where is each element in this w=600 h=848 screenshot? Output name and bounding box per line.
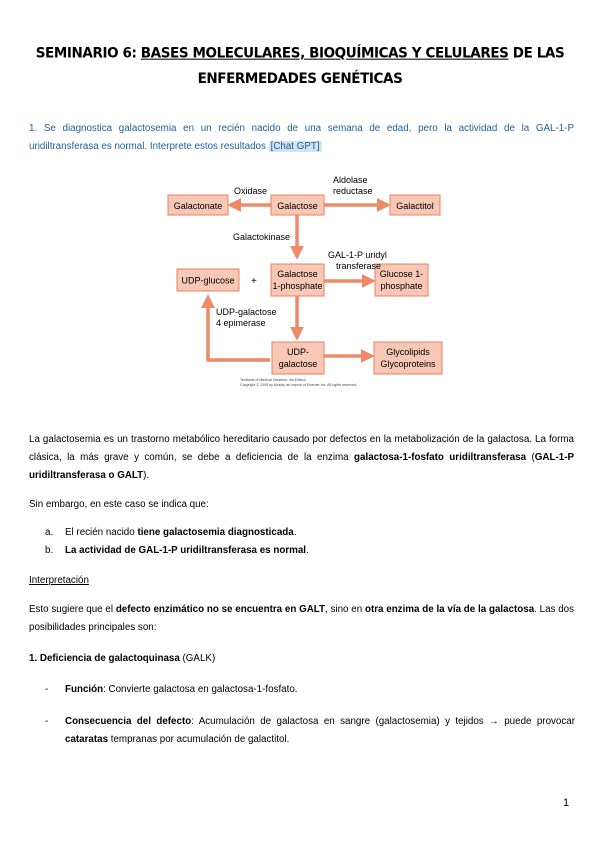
glc1p-label-2: phosphate: [380, 281, 423, 291]
credit-line-2: Copyright © 2005 by Mosby, an imprint of Elsevier Inc. All rights reserved.: [240, 383, 358, 387]
plus-sign: +: [251, 276, 257, 287]
credit-line-1: Textbook of Medical Genetics, 4th Edition: [240, 378, 306, 382]
list-item-plain: El recién nacido: [65, 527, 138, 538]
para3-bold-2: otra enzima de la vía de la galactosa: [364, 604, 535, 615]
bullet-bold: cataratas: [65, 734, 109, 745]
bullet-text: [65, 681, 298, 699]
para1-text-1: La galactosemia es un trastorno metabólico hereditario causado por defectos en la metabolización de la galactosa. La forma clásica, la más grave y común, se debe a deficiencia de la enzima: [29, 434, 574, 463]
list-item-bold: tiene galactosemia diagnosticada: [137, 527, 294, 538]
paragraph-intro: [29, 431, 574, 485]
page-title: [20, 41, 580, 91]
udp-galactose-box: [272, 342, 324, 374]
section1-text: (GALK): [179, 653, 216, 664]
galactitol-box: [390, 195, 440, 215]
galactokinase-label: Galactokinase: [233, 232, 291, 242]
section1-bold: 1. Deficiencia de galactoquinasa: [29, 653, 180, 664]
galactitol-label: Galactitol: [396, 201, 434, 211]
udpgal-label-2: galactose: [278, 359, 318, 369]
galactonate-label: Galactonate: [173, 201, 223, 211]
list-item-bold: La actividad de GAL-1-P uridiltransferasa es normal: [65, 545, 307, 556]
para1-text-2: (: [526, 452, 535, 463]
list-marker: a.: [45, 527, 54, 538]
title-suffix: DE LAS ENFERMEDADES GENÉTICAS: [197, 45, 565, 87]
galt-label-1: GAL-1-P uridyl: [328, 250, 387, 260]
para3-bold-1: defecto enzimático no se encuentra en GALT: [115, 604, 326, 615]
para1-bold-1: galactosa-1-fosfato uridiltransferasa: [354, 452, 527, 463]
title-prefix: SEMINARIO 6:: [35, 45, 141, 62]
list-marker: b.: [45, 545, 54, 556]
epimerase-label-1: UDP-galactose: [216, 307, 277, 317]
galactose-pathway-diagram: [150, 172, 450, 398]
para3-text-2: , sino en: [325, 604, 365, 615]
galactose-box: [271, 195, 324, 215]
page-number: 1: [563, 797, 570, 809]
list-item-end: .: [293, 527, 297, 538]
bullet-body-1: : Acumulación de galactosa en sangre (galactosemia) y tejidos → puede provocar: [191, 716, 575, 727]
para1-text-3: ).: [143, 470, 150, 481]
para1-bold-2: GAL-1-P uridiltransferasa o GALT: [29, 452, 574, 481]
bullet-body: : Convierte galactosa en galactosa-1-fosfato.: [103, 684, 298, 695]
chatgpt-tag: [Chat GPT]: [270, 141, 320, 152]
epimerase-label-2: 4 epimerase: [216, 318, 266, 328]
para3-text-1: Esto sugiere que el: [29, 604, 116, 615]
para3-text-3: . Las dos posibilidades principales son:: [29, 604, 575, 633]
udp-glucose-box: [177, 269, 239, 291]
oxidase-label: Oxidase: [234, 186, 268, 196]
bullet-body-2: tempranas por acumulación de galactitol.: [108, 734, 290, 745]
paragraph-interpretation: [29, 601, 574, 637]
bullet-label: Función: [65, 684, 104, 695]
list-item-end: .: [306, 545, 309, 556]
interpretacion-heading: Interpretación: [29, 575, 89, 586]
galt-label-2: transferase: [336, 261, 382, 271]
paragraph-however: Sin embargo, en este caso se indica que:: [29, 499, 209, 510]
bullet-text: [65, 713, 575, 749]
list-item-text: [65, 524, 296, 542]
glc1p-label-1: Glucose 1-: [379, 269, 424, 279]
section-heading-galk: [29, 650, 574, 668]
bullet-marker: -: [45, 716, 49, 727]
udpgal-label-1: UDP-: [287, 347, 309, 357]
udp-glucose-label: UDP-glucose: [181, 275, 235, 286]
list-item-text: [65, 542, 309, 560]
glyco-label-1: Glycolipids: [386, 347, 430, 357]
question-text: [29, 120, 574, 156]
aldose-reductase-label-1: Aldolase: [333, 175, 368, 185]
aldose-reductase-label-2: reductase: [333, 186, 373, 196]
gal1p-label-1: Galactose: [277, 269, 318, 279]
galactonate-box: [168, 195, 228, 215]
question-body: 1. Se diagnostica galactosemia en un recién nacido de una semana de edad, pero la actividad de la GAL-1-P uridiltransferasa es normal. Interprete estos resultados: [29, 123, 574, 152]
galactose-label: Galactose: [277, 201, 318, 211]
title-underlined: BASES MOLECULARES, BIOQUÍMICAS Y CELULARES: [140, 45, 509, 62]
gal1p-label-2: 1-phosphate: [272, 281, 323, 291]
galactose-1-phosphate-box: [271, 264, 324, 296]
glyco-label-2: Glycoproteins: [380, 359, 436, 369]
bullet-label: Consecuencia del defecto: [65, 716, 192, 727]
bullet-marker: -: [45, 684, 49, 695]
glucose-1-phosphate-box: [375, 264, 428, 296]
glycoconjugates-box: [374, 342, 442, 374]
